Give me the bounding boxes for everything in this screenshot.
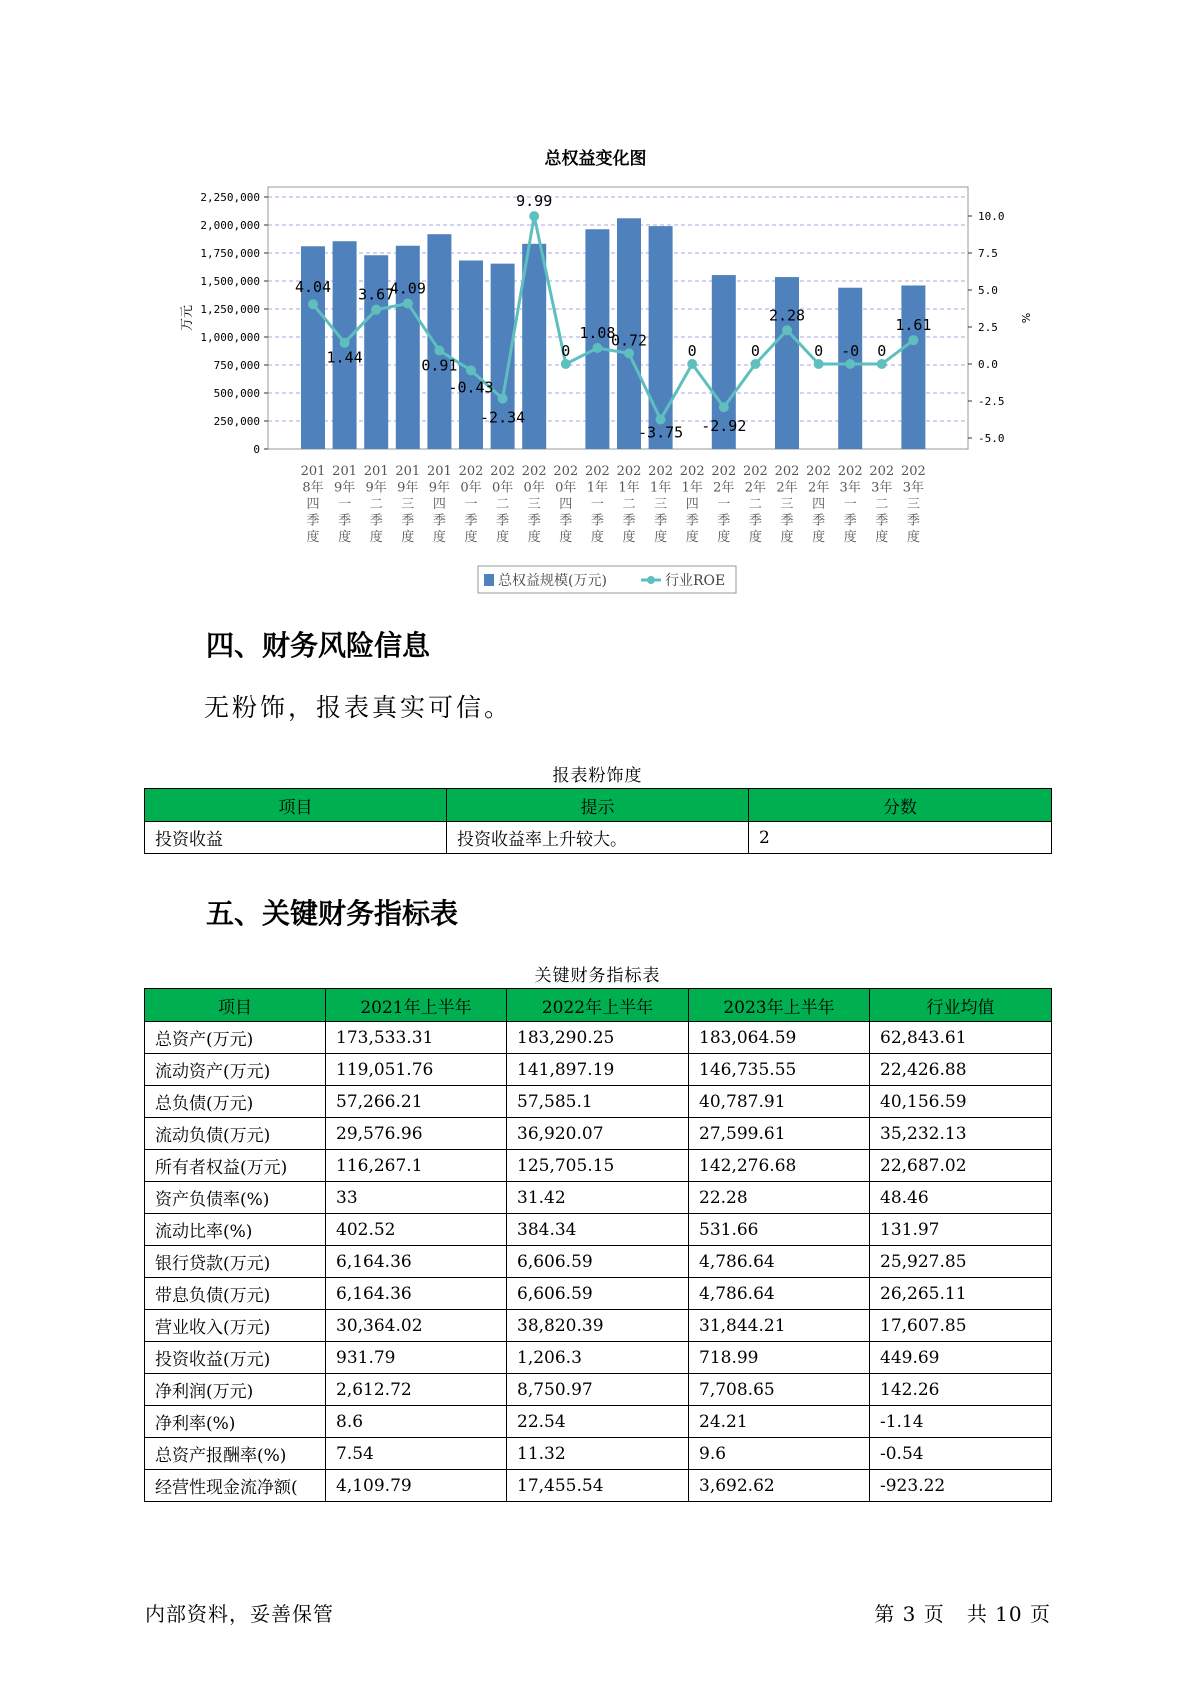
x-tick-label: 度: [338, 530, 352, 545]
x-tick-label: 度: [654, 530, 668, 545]
table-cell: 17,607.85: [870, 1310, 1052, 1342]
table-row: [145, 1246, 1052, 1278]
section5-heading: 五、关键财务指标表: [206, 897, 459, 930]
roe-data-label: 0.91: [421, 356, 458, 375]
roe-data-label: -2.92: [701, 417, 747, 436]
table-cell: 27,599.61: [689, 1118, 870, 1150]
x-tick-label: 季: [527, 513, 541, 529]
bar: [775, 277, 799, 449]
x-tick-label: 度: [496, 530, 510, 545]
table-cell: 173,533.31: [326, 1022, 507, 1054]
x-tick-label: 三: [527, 497, 541, 512]
x-tick-label: 8年: [302, 480, 324, 496]
table-header-row: [145, 789, 1052, 822]
table-row: [145, 1182, 1052, 1214]
roe-data-label: -3.75: [638, 423, 684, 442]
table-cell: 净利润(万元): [145, 1374, 326, 1406]
table-cell: 2,612.72: [326, 1374, 507, 1406]
x-tick-label: 2年: [713, 480, 735, 496]
y-left-tick-label: 250,000: [213, 415, 260, 428]
table-header-row: [145, 989, 1052, 1022]
x-tick-label: 度: [748, 530, 762, 545]
x-tick-label: 201: [426, 464, 452, 479]
x-tick-label: 季: [622, 513, 636, 529]
table-cell: 8.6: [326, 1406, 507, 1438]
table-cell: 总资产报酬率(%): [145, 1438, 326, 1470]
x-tick-label: 度: [432, 530, 446, 545]
table-cell: 131.97: [870, 1214, 1052, 1246]
roe-data-label: 0.72: [610, 331, 648, 350]
footer-page-number: 第 3 页 共 10 页: [874, 1602, 1051, 1626]
table-row: [145, 1150, 1052, 1182]
x-tick-label: 二: [496, 497, 510, 512]
table-cell: 流动资产(万元): [145, 1054, 326, 1086]
x-tick-label: 202: [900, 464, 926, 479]
x-tick-label: 季: [306, 513, 320, 529]
x-tick-label: 度: [401, 530, 415, 545]
table-cell: 40,787.91: [689, 1086, 870, 1118]
table-cell: 1,206.3: [507, 1342, 689, 1374]
table-cell: 流动负债(万元): [145, 1118, 326, 1150]
x-tick-label: 9年: [397, 480, 419, 496]
x-tick-label: 四: [306, 497, 320, 512]
x-tick-label: 二: [875, 497, 889, 512]
bar: [301, 246, 325, 449]
x-tick-label: 季: [369, 513, 383, 529]
table-cell: 17,455.54: [507, 1470, 689, 1502]
whitewash-table: [144, 788, 1052, 854]
roe-data-label: 4.09: [389, 279, 426, 298]
x-tick-label: 3年: [839, 480, 861, 496]
roe-point: [877, 359, 887, 369]
y-left-axis-title: 万元: [180, 304, 195, 332]
roe-point: [624, 348, 634, 358]
col-header-industry-avg: 行业均值: [870, 989, 1052, 1022]
roe-point: [466, 365, 476, 375]
table-cell: 57,266.21: [326, 1086, 507, 1118]
x-tick-label: 1年: [618, 480, 640, 496]
table-cell: -0.54: [870, 1438, 1052, 1470]
roe-data-label: 0: [750, 342, 760, 360]
x-tick-label: 季: [654, 513, 668, 529]
table-cell: 29,576.96: [326, 1118, 507, 1150]
table-cell: 142.26: [870, 1374, 1052, 1406]
table-row: [145, 1406, 1052, 1438]
x-tick-label: 2年: [776, 480, 798, 496]
x-tick-label: 三: [401, 497, 415, 512]
x-tick-label: 0年: [523, 480, 545, 496]
table-row: [145, 1310, 1052, 1342]
x-tick-label: 度: [622, 530, 636, 545]
table-cell: 银行贷款(万元): [145, 1246, 326, 1278]
y-left-tick-label: 2,250,000: [200, 191, 260, 204]
x-tick-label: 度: [527, 530, 541, 545]
col-header-score: 分数: [749, 789, 1052, 822]
x-tick-label: 度: [717, 530, 731, 545]
y-right-tick-label: 0.0: [978, 358, 998, 371]
table-cell: 4,786.64: [689, 1278, 870, 1310]
x-tick-label: 季: [780, 513, 794, 529]
x-tick-label: 季: [875, 513, 889, 529]
col-header-hint: 提示: [447, 789, 749, 822]
table-cell: 11.32: [507, 1438, 689, 1470]
x-tick-label: 三: [654, 497, 668, 512]
table-cell: 22,426.88: [870, 1054, 1052, 1086]
roe-point: [687, 359, 697, 369]
table-cell: 48.46: [870, 1182, 1052, 1214]
y-right-tick-label: 10.0: [978, 210, 1005, 223]
table-cell: 40,156.59: [870, 1086, 1052, 1118]
x-tick-label: 四: [812, 497, 826, 512]
x-tick-label: 202: [490, 464, 516, 479]
table-cell: 2: [749, 822, 1052, 854]
table-cell: 62,843.61: [870, 1022, 1052, 1054]
table-cell: 146,735.55: [689, 1054, 870, 1086]
x-tick-label: 0年: [491, 480, 514, 496]
x-tick-label: 二: [369, 497, 383, 512]
x-tick-label: 季: [464, 513, 478, 529]
legend-bar-label: 总权益规模(万元): [498, 573, 607, 589]
roe-data-label: -0: [841, 342, 860, 360]
x-tick-label: 202: [711, 464, 737, 479]
table-cell: 流动比率(%): [145, 1214, 326, 1246]
table-row: [145, 1022, 1052, 1054]
x-tick-label: 一: [590, 497, 604, 512]
table-cell: 6,164.36: [326, 1278, 507, 1310]
x-tick-label: 1年: [586, 480, 609, 496]
x-tick-label: 二: [748, 497, 762, 512]
x-tick-label: 202: [521, 464, 547, 479]
y-left-tick-label: 1,500,000: [200, 275, 260, 288]
bar: [364, 255, 388, 449]
x-tick-label: 季: [338, 513, 352, 529]
roe-point: [529, 211, 539, 221]
x-tick-label: 四: [432, 497, 446, 512]
roe-point: [750, 359, 760, 369]
x-tick-label: 季: [496, 513, 510, 529]
table-row: [145, 1374, 1052, 1406]
y-left-tick-label: 750,000: [213, 359, 260, 372]
table-row: [145, 1086, 1052, 1118]
roe-data-label: -2.34: [480, 408, 526, 427]
x-tick-label: 季: [401, 513, 415, 529]
table-cell: 531.66: [689, 1214, 870, 1246]
legend-line-marker: [647, 576, 655, 584]
x-tick-label: 9年: [333, 480, 356, 496]
x-tick-label: 季: [843, 513, 857, 529]
x-tick-label: 3年: [871, 480, 893, 496]
table-cell: 449.69: [870, 1342, 1052, 1374]
x-tick-label: 202: [648, 464, 674, 479]
table-cell: 营业收入(万元): [145, 1310, 326, 1342]
table-cell: 投资收益: [145, 822, 447, 854]
table-row: [145, 822, 1052, 854]
roe-point: [498, 394, 508, 404]
legend-bar-swatch: [484, 574, 494, 586]
roe-data-label: -0.43: [448, 378, 494, 397]
roe-point: [814, 359, 824, 369]
table-cell: 402.52: [326, 1214, 507, 1246]
y-right-tick-label: -2.5: [978, 395, 1005, 408]
roe-data-label: 2.28: [768, 306, 806, 325]
table-cell: 24.21: [689, 1406, 870, 1438]
x-tick-label: 三: [780, 497, 794, 512]
table-cell: 7.54: [326, 1438, 507, 1470]
x-tick-label: 1年: [681, 480, 703, 496]
equity-chart: [0, 0, 1191, 600]
roe-data-label: 9.99: [516, 192, 553, 211]
table-row: [145, 1118, 1052, 1150]
x-tick-label: 9年: [365, 480, 387, 496]
table-row: [145, 1214, 1052, 1246]
x-tick-label: 202: [616, 464, 642, 479]
table-cell: 384.34: [507, 1214, 689, 1246]
roe-data-label: 0: [814, 342, 824, 360]
table-cell: 26,265.11: [870, 1278, 1052, 1310]
table-cell: 总负债(万元): [145, 1086, 326, 1118]
table-cell: 9.6: [689, 1438, 870, 1470]
x-tick-label: 0年: [460, 480, 482, 496]
table-cell: -1.14: [870, 1406, 1052, 1438]
x-tick-label: 季: [590, 513, 604, 529]
roe-point: [592, 343, 602, 353]
x-tick-label: 202: [742, 464, 768, 479]
y-right-tick-label: 5.0: [978, 284, 998, 297]
table-cell: 资产负债率(%): [145, 1182, 326, 1214]
col-header-2022h1: 2022年上半年: [507, 989, 689, 1022]
roe-data-label: 1.44: [326, 348, 363, 367]
x-tick-label: 季: [559, 513, 573, 529]
x-tick-label: 度: [559, 530, 573, 545]
indicator-table-caption: 关键财务指标表: [534, 966, 661, 986]
col-header-2023h1: 2023年上半年: [689, 989, 870, 1022]
footer-left: 内部资料，妥善保管: [145, 1602, 334, 1626]
roe-data-label: 0: [687, 342, 697, 360]
table-cell: 所有者权益(万元): [145, 1150, 326, 1182]
x-tick-label: 度: [780, 530, 794, 545]
table-cell: 6,164.36: [326, 1246, 507, 1278]
col-header-item: 项目: [145, 789, 447, 822]
table-cell: 141,897.19: [507, 1054, 689, 1086]
table-cell: 4,786.64: [689, 1246, 870, 1278]
table-row: [145, 1054, 1052, 1086]
x-tick-label: 度: [464, 530, 478, 545]
table-cell: 22.28: [689, 1182, 870, 1214]
x-tick-label: 度: [906, 530, 920, 545]
table-cell: 净利率(%): [145, 1406, 326, 1438]
y-left-tick-label: 500,000: [213, 387, 260, 400]
bar: [396, 246, 420, 449]
x-tick-label: 季: [748, 513, 762, 529]
table-row: [145, 1278, 1052, 1310]
x-tick-label: 一: [338, 497, 352, 512]
x-tick-label: 季: [685, 513, 699, 529]
roe-point: [719, 402, 729, 412]
x-tick-label: 202: [553, 464, 579, 479]
y-left-tick-label: 1,250,000: [200, 303, 260, 316]
x-tick-label: 度: [369, 530, 383, 545]
x-tick-label: 202: [869, 464, 895, 479]
roe-data-label: 1.61: [895, 316, 932, 335]
table-cell: 119,051.76: [326, 1054, 507, 1086]
x-tick-label: 2年: [744, 480, 767, 496]
table-cell: 22.54: [507, 1406, 689, 1438]
y-left-tick-label: 1,750,000: [200, 247, 260, 260]
x-tick-label: 度: [685, 530, 699, 545]
x-tick-label: 一: [717, 497, 731, 512]
section4-heading: 四、财务风险信息: [206, 629, 431, 662]
x-tick-label: 9年: [428, 480, 451, 496]
col-header-item: 项目: [145, 989, 326, 1022]
table-cell: 带息负债(万元): [145, 1278, 326, 1310]
table-cell: 4,109.79: [326, 1470, 507, 1502]
table-cell: 125,705.15: [507, 1150, 689, 1182]
roe-data-label: 0: [561, 342, 571, 360]
roe-point: [908, 335, 918, 345]
x-tick-label: 度: [306, 530, 320, 545]
table-cell: 25,927.85: [870, 1246, 1052, 1278]
section4-paragraph: 无粉饰，报表真实可信。: [204, 693, 513, 722]
table-cell: 30,364.02: [326, 1310, 507, 1342]
x-tick-label: 度: [812, 530, 826, 545]
table-cell: 7,708.65: [689, 1374, 870, 1406]
x-tick-label: 201: [332, 464, 358, 479]
table-cell: 3,692.62: [689, 1470, 870, 1502]
roe-point: [308, 299, 318, 309]
table-cell: 22,687.02: [870, 1150, 1052, 1182]
x-tick-label: 四: [685, 497, 699, 512]
table-cell: 35,232.13: [870, 1118, 1052, 1150]
x-tick-label: 202: [458, 464, 484, 479]
table-cell: 31,844.21: [689, 1310, 870, 1342]
table-row: [145, 1470, 1052, 1502]
bar: [901, 285, 925, 449]
table-cell: 931.79: [326, 1342, 507, 1374]
y-right-tick-label: 7.5: [978, 247, 998, 260]
y-right-tick-label: 2.5: [978, 321, 998, 334]
x-tick-label: 一: [843, 497, 857, 512]
table-row: [145, 1438, 1052, 1470]
roe-point: [371, 305, 381, 315]
x-tick-label: 0年: [555, 480, 577, 496]
bar: [427, 234, 451, 449]
x-tick-label: 二: [622, 497, 636, 512]
table-cell: 38,820.39: [507, 1310, 689, 1342]
x-tick-label: 度: [843, 530, 857, 545]
table-cell: 718.99: [689, 1342, 870, 1374]
whitewash-table-caption: 报表粉饰度: [552, 766, 643, 786]
x-tick-label: 度: [875, 530, 889, 545]
table-cell: 57,585.1: [507, 1086, 689, 1118]
table-cell: 经营性现金流净额(: [145, 1470, 326, 1502]
x-tick-label: 季: [432, 513, 446, 529]
x-tick-label: 202: [679, 464, 705, 479]
table-cell: 6,606.59: [507, 1246, 689, 1278]
roe-data-label: 3.67: [358, 285, 395, 304]
x-tick-label: 201: [395, 464, 421, 479]
x-tick-label: 季: [812, 513, 826, 529]
roe-point: [845, 359, 855, 369]
col-header-2021h1: 2021年上半年: [326, 989, 507, 1022]
roe-data-label: 4.04: [294, 278, 332, 297]
roe-point: [340, 338, 350, 348]
table-cell: 31.42: [507, 1182, 689, 1214]
roe-point: [782, 325, 792, 335]
roe-point: [561, 359, 571, 369]
x-tick-label: 度: [590, 530, 604, 545]
table-cell: 142,276.68: [689, 1150, 870, 1182]
table-cell: 36,920.07: [507, 1118, 689, 1150]
x-tick-label: 三: [906, 497, 920, 512]
bar: [522, 244, 546, 449]
roe-point: [434, 346, 444, 356]
x-tick-label: 季: [717, 513, 731, 529]
table-cell: -923.22: [870, 1470, 1052, 1502]
y-left-tick-label: 1,000,000: [200, 331, 260, 344]
table-cell: 投资收益率上升较大。: [447, 822, 749, 854]
x-tick-label: 201: [300, 464, 326, 479]
table-cell: 投资收益(万元): [145, 1342, 326, 1374]
table-cell: 183,064.59: [689, 1022, 870, 1054]
y-right-tick-label: -5.0: [978, 432, 1005, 445]
x-tick-label: 202: [584, 464, 610, 479]
legend-line-label: 行业ROE: [665, 573, 726, 589]
x-tick-label: 四: [559, 497, 573, 512]
roe-data-label: 1.08: [579, 324, 616, 343]
x-tick-label: 201: [363, 464, 389, 479]
table-cell: 6,606.59: [507, 1278, 689, 1310]
x-tick-label: 1年: [649, 480, 672, 496]
table-cell: 33: [326, 1182, 507, 1214]
table-cell: 183,290.25: [507, 1022, 689, 1054]
table-cell: 总资产(万元): [145, 1022, 326, 1054]
chart-title: 总权益变化图: [544, 149, 647, 169]
table-cell: 116,267.1: [326, 1150, 507, 1182]
table-cell: 8,750.97: [507, 1374, 689, 1406]
roe-point: [403, 298, 413, 308]
x-tick-label: 2年: [807, 480, 830, 496]
x-tick-label: 季: [906, 513, 920, 529]
x-tick-label: 3年: [902, 480, 925, 496]
y-left-tick-label: 2,000,000: [200, 219, 260, 232]
roe-data-label: 0: [877, 342, 887, 360]
x-tick-label: 202: [774, 464, 800, 479]
x-tick-label: 202: [806, 464, 832, 479]
x-tick-label: 202: [837, 464, 863, 479]
indicator-table: [144, 988, 1052, 1502]
table-row: [145, 1342, 1052, 1374]
x-tick-label: 一: [464, 497, 478, 512]
y-right-axis-title: %: [1019, 312, 1032, 324]
y-left-tick-label: 0: [253, 443, 260, 456]
